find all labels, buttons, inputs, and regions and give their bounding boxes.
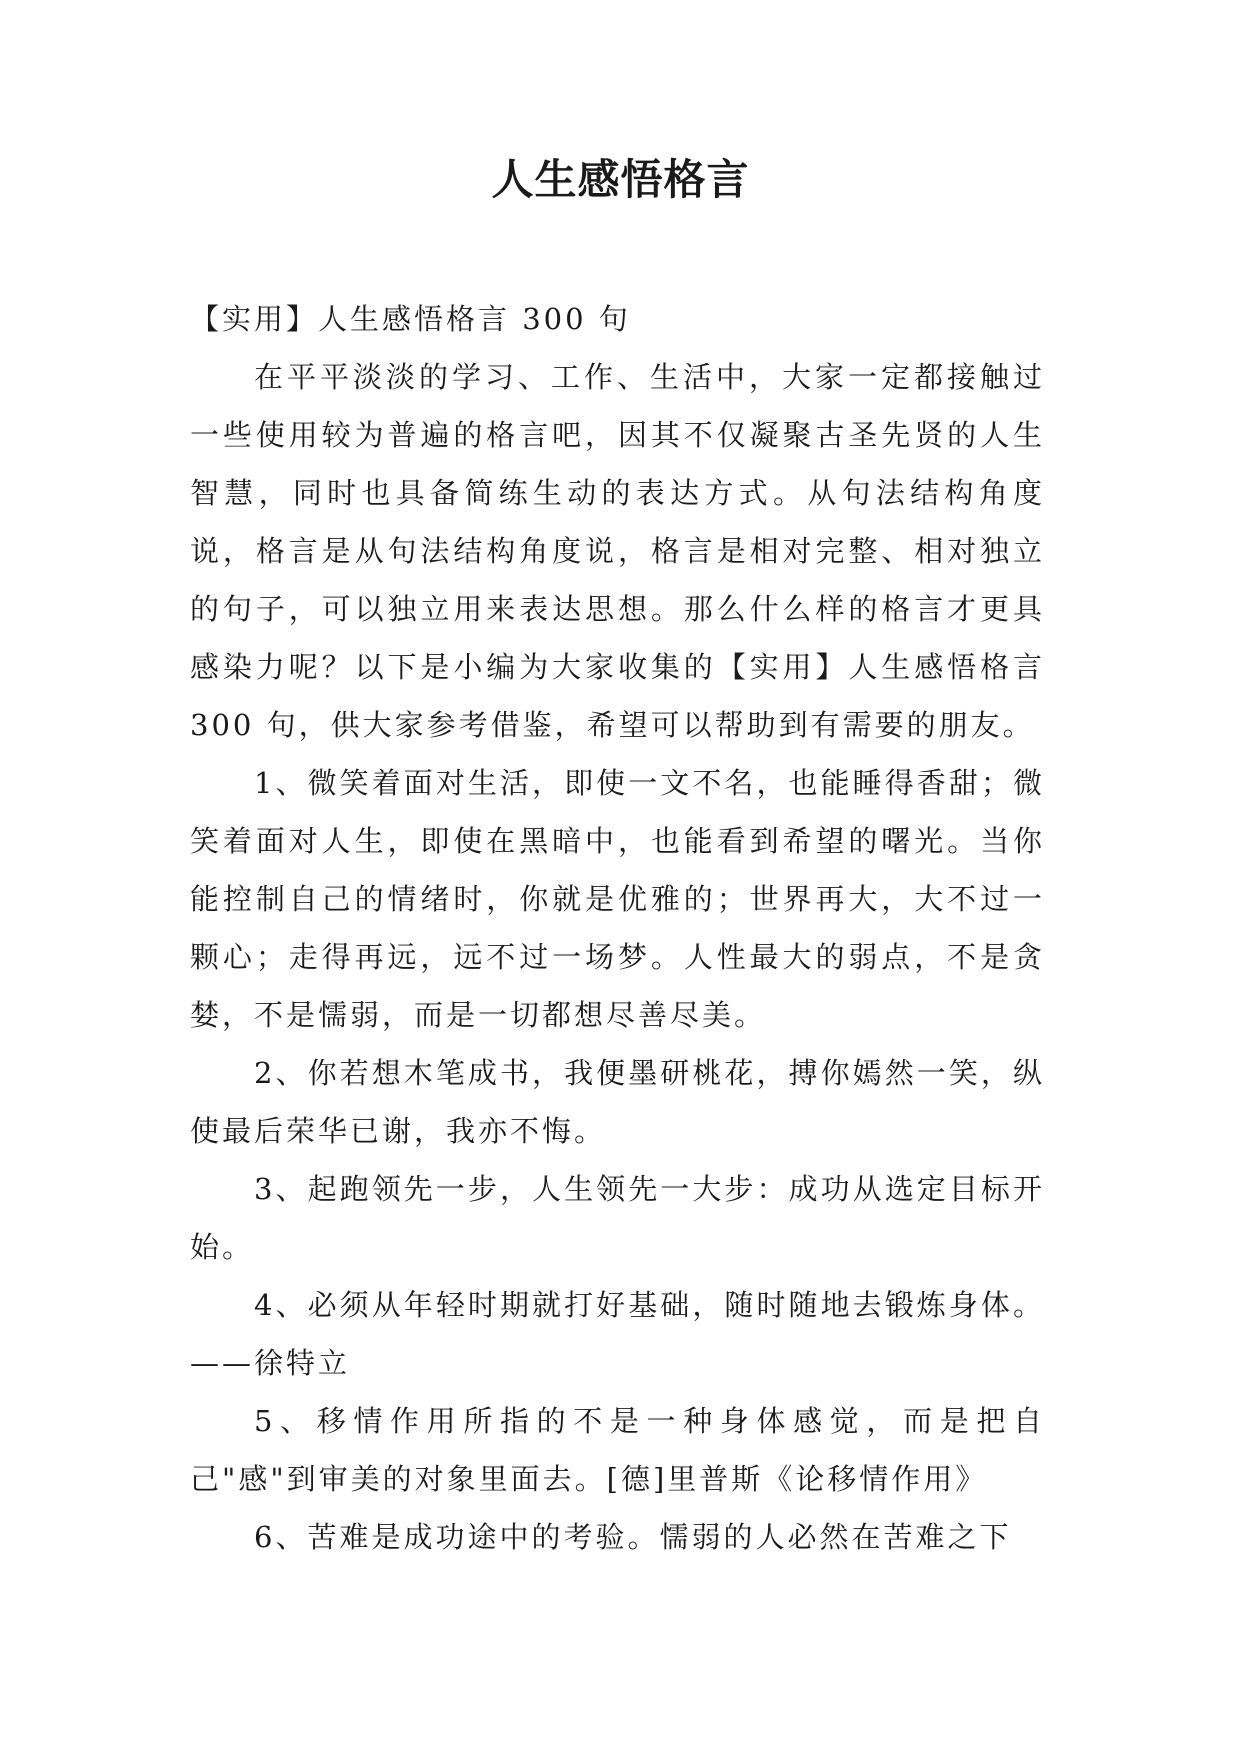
document-subtitle: 【实用】人生感悟格言 300 句 bbox=[190, 302, 631, 336]
intro-paragraph: 在平平淡淡的学习、工作、生活中，大家一定都接触过一些使用较为普遍的格言吧，因其不仅凝聚古圣先贤的人生智慧，同时也具备简练生动的表达方式。从句法结构角度说，格言是从句法结构角度说，格言是相对完整、相对独立的句子，可以独立用来表达思想。那么什么样的格言才更具感染力呢？以下是小编为大家收集的【实用】人生感悟格言 300 句，供大家参考借鉴，希望可以帮助到有需要的朋友。 bbox=[190, 360, 1045, 742]
quote-paragraph-5: 5、移情作用所指的不是一种身体感觉，而是把自己"感"到审美的对象里面去。[德]里普斯《论移情作用》 bbox=[190, 1404, 1045, 1496]
quote-paragraph-1: 1、微笑着面对生活，即使一文不名，也能睡得香甜；微笑着面对人生，即使在黑暗中，也能看到希望的曙光。当你能控制自己的情绪时，你就是优雅的；世界再大，大不过一颗心；走得再远，远不过一场梦。人性最大的弱点，不是贪婪，不是懦弱，而是一切都想尽善尽美。 bbox=[190, 766, 1045, 1032]
document-body bbox=[190, 290, 1045, 1566]
quote-paragraph-4: 4、必须从年轻时期就打好基础，随时随地去锻炼身体。——徐特立 bbox=[190, 1288, 1045, 1380]
document-title: 人生感悟格言 bbox=[491, 155, 750, 204]
quote-paragraph-6: 6、苦难是成功途中的考验。懦弱的人必然在苦难之下 bbox=[254, 1520, 1012, 1554]
quote-paragraph-2: 2、你若想木笔成书，我便墨研桃花，搏你嫣然一笑，纵使最后荣华已谢，我亦不悔。 bbox=[190, 1056, 1045, 1148]
quote-paragraph-3: 3、起跑领先一步，人生领先一大步：成功从选定目标开始。 bbox=[190, 1172, 1045, 1264]
